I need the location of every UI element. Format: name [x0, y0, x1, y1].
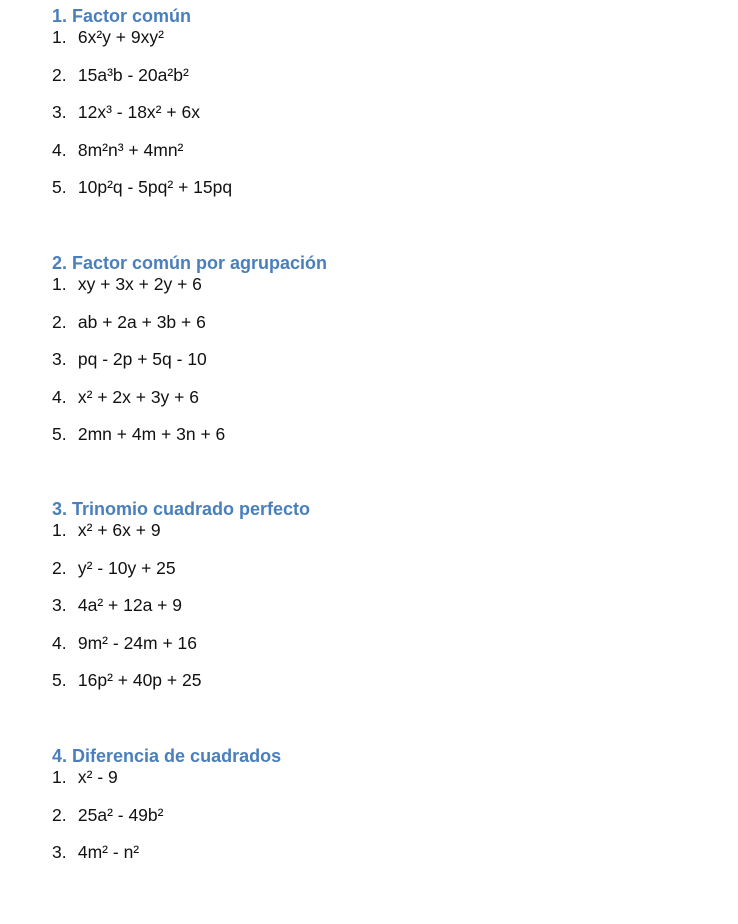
- exercise-item: [52, 386, 692, 408]
- exercise-expression: 4m² - n²: [77, 842, 140, 862]
- exercise-number: 3.: [52, 349, 67, 369]
- exercise-item: [52, 273, 692, 295]
- exercise-number: 2.: [52, 64, 67, 85]
- exercise-item: [52, 557, 692, 579]
- section-diferencia-de-cuadrados: [52, 746, 692, 863]
- exercise-item: [52, 423, 692, 445]
- exercise-item: [52, 101, 692, 123]
- section-factor-comun: [52, 6, 692, 198]
- exercise-number: 3.: [52, 102, 67, 122]
- exercise-list: [52, 273, 692, 445]
- exercise-expression: x² - 9: [77, 767, 118, 787]
- section-title: 1. Factor común: [52, 6, 192, 26]
- section-trinomio-cuadrado-perfecto: [52, 499, 692, 691]
- exercise-expression: ab + 2a + 3b + 6: [77, 311, 206, 332]
- exercise-list: [52, 519, 692, 691]
- exercise-expression: 9m² - 24m + 16: [77, 632, 198, 653]
- exercise-expression: 15a³b - 20a²b²: [77, 64, 189, 85]
- exercise-expression: pq - 2p + 5q - 10: [77, 349, 207, 369]
- exercise-number: 5.: [52, 670, 67, 690]
- exercise-item: [52, 669, 692, 691]
- exercise-expression: x² + 6x + 9: [77, 520, 161, 540]
- exercise-item: [52, 519, 692, 541]
- exercise-number: 1.: [52, 767, 67, 787]
- exercise-item: [52, 348, 692, 370]
- exercise-expression: 8m²n³ + 4mn²: [77, 139, 184, 160]
- exercise-expression: 10p²q - 5pq² + 15pq: [77, 177, 233, 197]
- exercise-expression: 16p² + 40p + 25: [77, 670, 202, 690]
- exercise-expression: xy + 3x + 2y + 6: [77, 274, 202, 294]
- exercise-item: [52, 804, 692, 826]
- exercise-number: 4.: [52, 632, 67, 653]
- section-title: 3. Trinomio cuadrado perfecto: [52, 499, 311, 519]
- exercise-item: [52, 176, 692, 198]
- exercise-item: [52, 26, 692, 48]
- exercise-number: 5.: [52, 177, 67, 197]
- section-title: 2. Factor común por agrupación: [52, 253, 328, 273]
- exercise-number: 2.: [52, 804, 67, 825]
- exercise-number: 3.: [52, 842, 67, 862]
- exercise-number: 2.: [52, 557, 67, 578]
- exercise-number: 2.: [52, 311, 67, 332]
- exercise-number: 5.: [52, 424, 67, 444]
- exercise-number: 3.: [52, 595, 67, 615]
- exercise-list: [52, 26, 692, 198]
- exercise-number: 4.: [52, 139, 67, 160]
- exercise-expression: 2mn + 4m + 3n + 6: [77, 424, 226, 444]
- exercise-item: [52, 841, 692, 863]
- exercise-item: [52, 594, 692, 616]
- exercise-number: 1.: [52, 274, 67, 294]
- section-factor-comun-agrupacion: [52, 253, 692, 445]
- exercise-item: [52, 64, 692, 86]
- exercise-item: [52, 632, 692, 654]
- exercise-expression: x² + 2x + 3y + 6: [77, 386, 199, 407]
- exercise-number: 1.: [52, 520, 67, 540]
- exercise-expression: 25a² - 49b²: [77, 804, 164, 825]
- exercise-expression: 6x²y + 9xy²: [77, 27, 164, 47]
- exercise-item: [52, 766, 692, 788]
- exercise-expression: 4a² + 12a + 9: [77, 595, 182, 615]
- exercise-expression: 12x³ - 18x² + 6x: [77, 102, 200, 122]
- exercise-number: 1.: [52, 27, 67, 47]
- exercise-expression: y² - 10y + 25: [77, 557, 176, 578]
- exercise-number: 4.: [52, 386, 67, 407]
- exercise-list: [52, 766, 692, 863]
- exercise-item: [52, 311, 692, 333]
- exercise-item: [52, 139, 692, 161]
- section-title: 4. Diferencia de cuadrados: [52, 746, 282, 766]
